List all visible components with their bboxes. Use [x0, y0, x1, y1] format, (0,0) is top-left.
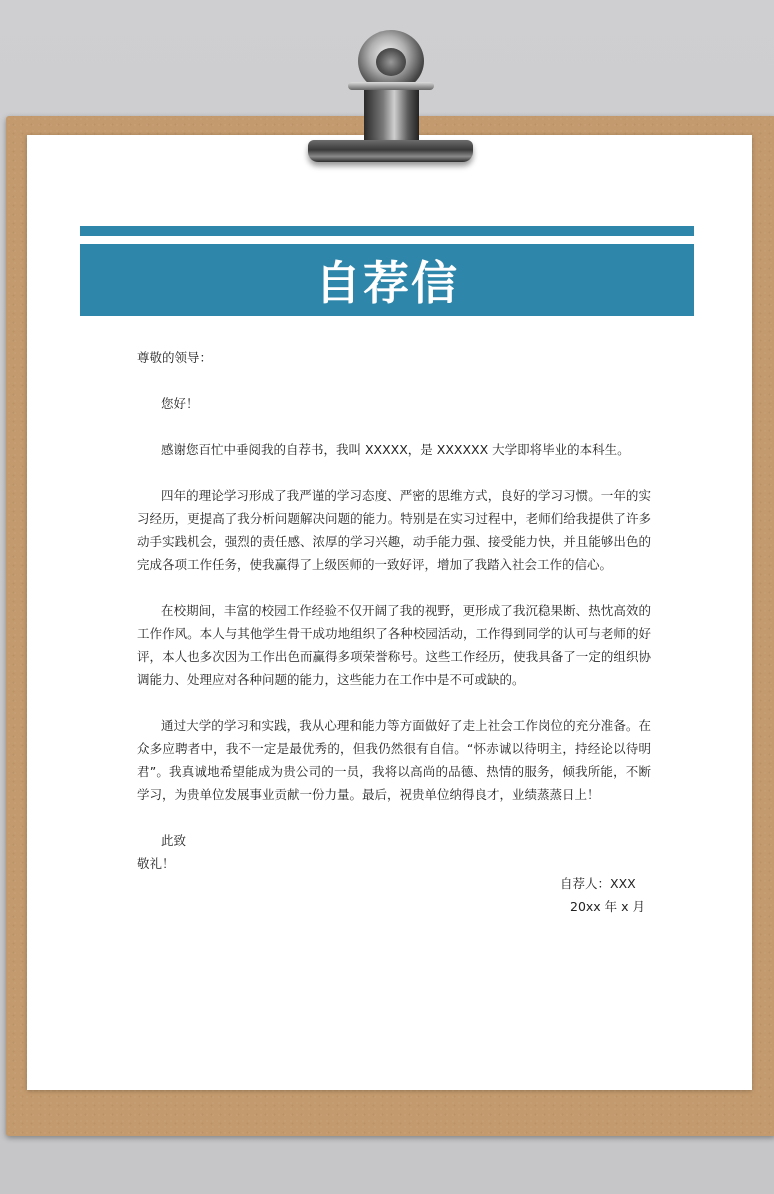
- greeting: 您好！: [161, 396, 199, 411]
- signature-block: [560, 872, 680, 918]
- paragraph-conclusion: 通过大学的学习和实践，我从心理和能力等方面做好了走上社会工作岗位的充分准备。在众多应聘者中，我不一定是最优秀的，但我仍然很有自信。“怀赤诚以待明主，持经论以待明君”。我真诚地希望能成为贵公司的一员，我将以高尚的品德、热情的服务，倾我所能，不断学习，为贵单位发展事业贡献一份力量。最后，祝贵单位纳得良才，业绩蒸蒸日上！: [137, 718, 651, 802]
- closing-line-1: 此致: [161, 833, 187, 848]
- clip-hole: [376, 48, 406, 76]
- title-banner: [80, 244, 694, 316]
- page-title: 自荐信: [315, 256, 459, 310]
- clip-base: [308, 140, 473, 162]
- closing-line-2: 敬礼！: [137, 856, 175, 871]
- clip-rod: [348, 82, 434, 90]
- paragraph-campus: 在校期间，丰富的校园工作经验不仅开阔了我的视野，更形成了我沉稳果断、热忱高效的工作作风。本人与其他学生骨干成功地组织了各种校园活动，工作得到同学的认可与老师的好评，本人也多次因为工作出色而赢得多项荣誉称号。这些工作经历，使我具备了一定的组织协调能力、处理应对各种问题的能力，这些能力在工作中是不可或缺的。: [137, 603, 651, 687]
- date: 20xx 年 x 月: [570, 899, 646, 914]
- binder-clip-icon: [298, 26, 478, 176]
- signer: 自荐人：XXX: [560, 876, 636, 891]
- salutation: 尊敬的领导：: [137, 350, 213, 365]
- paragraph-intro: 感谢您百忙中垂阅我的自荐书，我叫 XXXXX，是 XXXXXX 大学即将毕业的本科生。: [161, 442, 630, 457]
- header-stripe: [80, 226, 694, 236]
- paragraph-study: 四年的理论学习形成了我严谨的学习态度、严密的思维方式，良好的学习习惯。一年的实习经历，更提高了我分析问题解决问题的能力。特别是在实习过程中，老师们给我提供了许多动手实践机会，强烈的责任感、浓厚的学习兴趣，动手能力强、接受能力快，并且能够出色的完成各项工作任务，使我赢得了上级医师的一致好评，增加了我踏入社会工作的信心。: [137, 488, 651, 572]
- letter-body: [137, 346, 651, 875]
